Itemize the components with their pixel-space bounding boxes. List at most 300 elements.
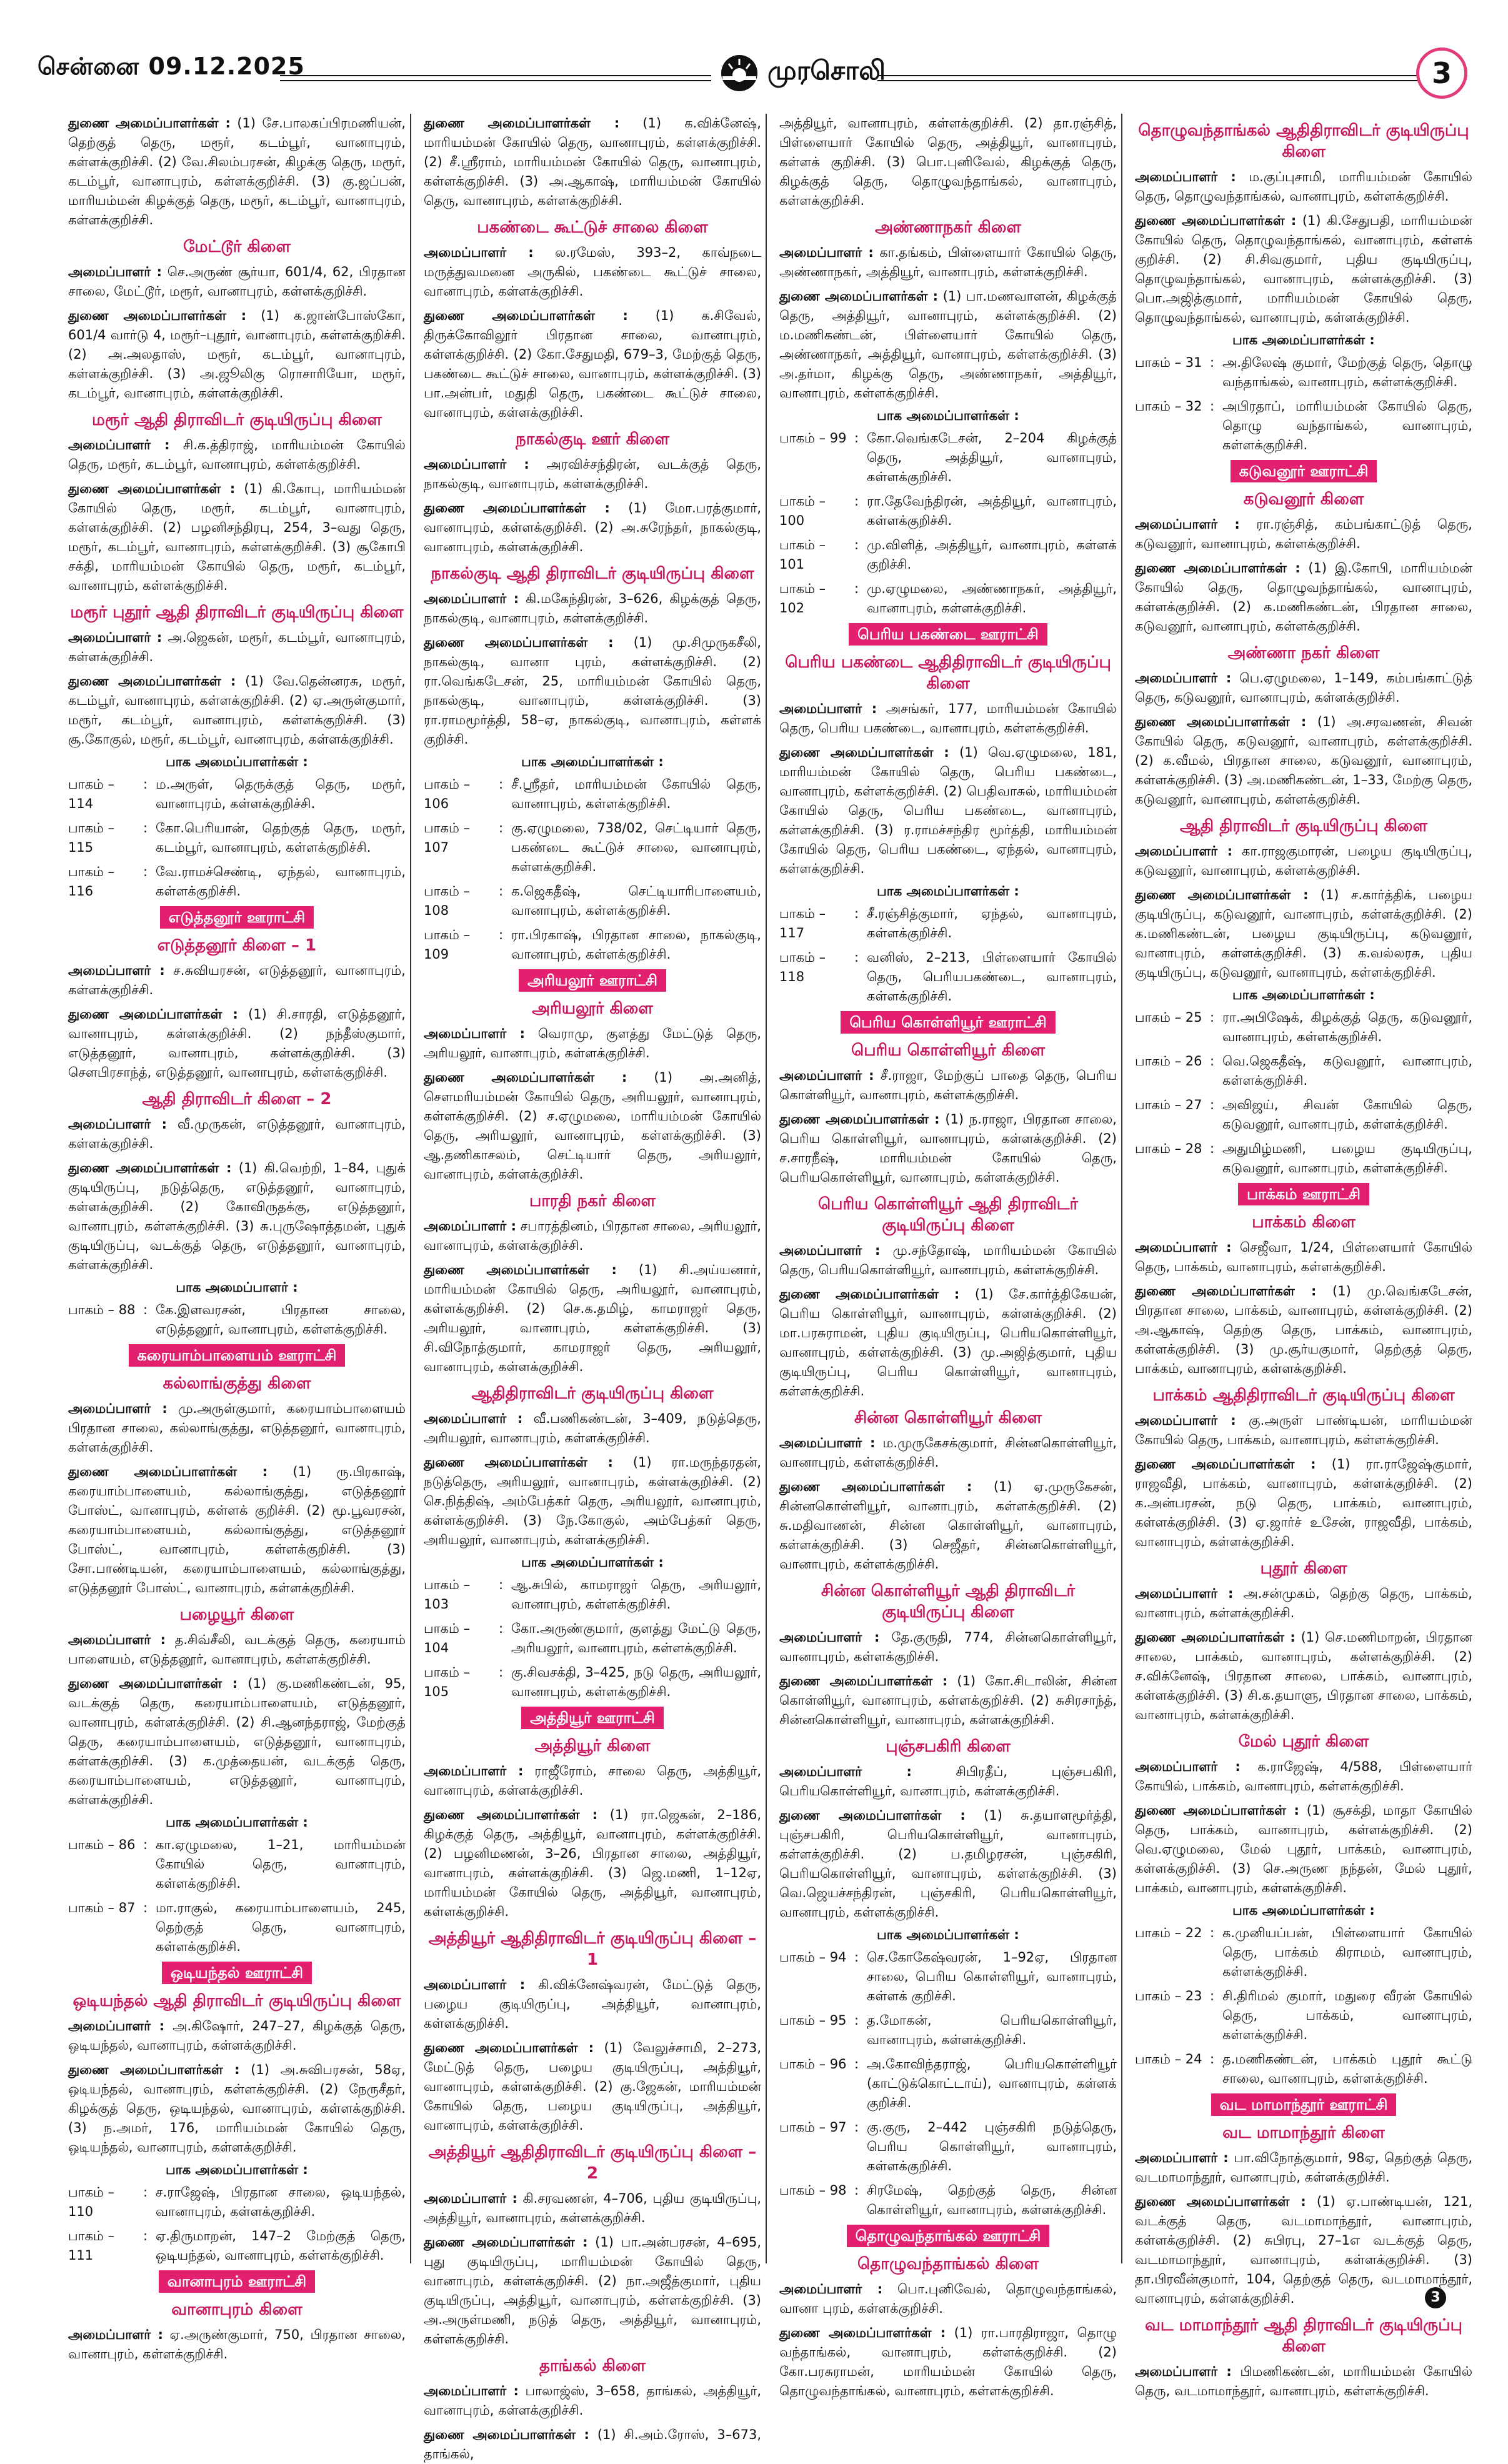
branch-heading: ஆதி திராவிடர் குடியிருப்பு கிளை (1179, 817, 1427, 835)
organiser-details: பிமணிகண்டன், மாரியம்மன் கோயில் தெரு, வடமாமாந்தூர், வானாபுரம், கள்ளக்குறிச்சி. (1135, 2364, 1472, 2398)
organiser-entry (424, 499, 761, 557)
role-label: துணை அமைப்பாளர்கள் : (779, 289, 939, 304)
ward-organisers-heading: பாக அமைப்பாளர்கள் : (166, 1815, 308, 1830)
ward-entry (779, 492, 1117, 531)
panchayat-heading: வானாபுரம் ஊராட்சி (159, 2270, 315, 2293)
organiser-details: கி.சரவணன், 4–706, புதிய குடியிருப்பு, அத்தியூர், வானாபுரம், கள்ளக்குறிச்சி. (424, 2191, 761, 2225)
organiser-details: செ.அருண் சூர்யா, 601/4, 62, பிரதான சாலை, மேட்டூர், மரூர், வானாபுரம், கள்ளக்குறிச்சி. (68, 264, 406, 299)
organiser-details: செஜீவா, 1/24, பிள்ளையார் கோயில் தெரு, பாக்கம், வானாபுரம், கள்ளக்குறிச்சி. (1135, 1240, 1472, 1274)
ward-number: பாகம் – 22 (1135, 1925, 1202, 1940)
role-label: துணை அமைப்பாளர்கள் : (1135, 2194, 1306, 2209)
ward-entry (779, 536, 1117, 574)
organiser-details: க.ராஜேஷ், 4/588, பிள்ளையார் கோயில், பாக்கம், வானாபுரம், கள்ளக்குறிச்சி. (1135, 1759, 1472, 1793)
ward-organiser: ஆ.சுபில், காமராஜர் தெரு, அரியலூர், வானாபுரம், கள்ளக்குறிச்சி. (511, 1577, 761, 1612)
organiser-details: பாலாஜ்ஸ், 3–658, தாங்கல், அத்தியூர், வானாபுரம், கள்ளக்குறிச்சி. (424, 2383, 761, 2418)
organiser-details: மு.அருள்குமார், கரையாம்பாளையம் பிரதான சாலை, கல்லாங்குத்து, எடுத்தனூர், வானாபுரம், கள்ளக்குறிச்சி. (68, 1401, 406, 1455)
panchayat-heading: எடுத்தனூர் ஊராட்சி (160, 906, 314, 929)
role-label: அமைப்பாளர் : (1135, 844, 1233, 859)
organiser-entry (424, 2382, 761, 2420)
role-label: துணை அமைப்பாளர்கள் : (1135, 714, 1307, 729)
organiser-details: தே.குருதி, 774, சின்னகொள்ளியூர், வானாபுரம், கள்ளக்குறிச்சி. (779, 1630, 1117, 1664)
organiser-details: அசங்கர், 177, மாரியம்மன் கோயில் தெரு, பெரிய பகண்டை, வானாபுரம், கள்ளக்குறிச்சி. (779, 701, 1117, 736)
ward-entry (68, 2183, 406, 2222)
organiser-entry (779, 1806, 1117, 1922)
organiser-details: கு.அருள் பாண்டியன், மாரியம்மன் கோயில் தெரு, பாக்கம், வானாபுரம், கள்ளக்குறிச்சி. (1135, 1413, 1472, 1447)
ward-organiser: அ.கோவிந்தராஜ், பெரியகொள்ளியூர் (காட்டுக்கொட்டாய்), வானாபுரம், கள்ளக் குறிச்சி. (867, 2057, 1117, 2110)
organiser-details: ச.சுவியரசன், எடுத்தனூர், வானாபுரம், கள்ளக்குறிச்சி. (68, 963, 406, 997)
ward-number: பாகம் – 87 (68, 1900, 136, 1915)
role-label: துணை அமைப்பாளர்கள் : (1135, 1284, 1317, 1299)
role-label: அமைப்பாளர் : (1135, 1240, 1232, 1255)
panchayat-heading: கடுவனூர் ஊராட்சி (1231, 460, 1377, 482)
organiser-entry (424, 243, 761, 301)
organiser-details: (1) மோ.பரத்குமார், வானாபுரம், கள்ளக்குறிச்சி. (2) அ.சுரேந்தர், நாகல்குடி, வானாபுரம், கள்ளக்குறிச்சி. (424, 501, 761, 554)
ward-colon: : (499, 927, 504, 942)
organiser-entry (68, 672, 406, 749)
ward-organisers-heading: பாக அமைப்பாளர்கள் : (1232, 1903, 1375, 1918)
organiser-entry (779, 1762, 1117, 1801)
role-label: துணை அமைப்பாளர்கள் : (1135, 213, 1297, 228)
panchayat-heading: பெரிய கொள்ளியூர் ஊராட்சி (841, 1011, 1055, 1034)
organiser-entry (779, 243, 1117, 282)
role-label: துணை அமைப்பாளர்கள் : (1135, 561, 1301, 576)
ward-number: பாகம் – 115 (68, 821, 115, 855)
branch-heading: மேட்டூர் கிளை (183, 237, 291, 256)
organiser-entry (68, 306, 406, 403)
role-label: அமைப்பாளர் : (68, 264, 162, 279)
organiser-entry (1135, 712, 1472, 809)
ward-number: பாகம் – 26 (1135, 1054, 1202, 1069)
role-label: துணை அமைப்பாளர்கள் : (1135, 1630, 1296, 1645)
organiser-entry (779, 1285, 1117, 1401)
organiser-details: (1) பா.மணவாளன், கிழக்குத் தெரு, அத்தியூர், வானாபுரம், கள்ளக்குறிச்சி. (2) ம.மணிகண்டன், பிள்ளையார் கோயில் தெரு, அண்ணாநகர், அத்தியூர், வானாபுரம், கள்ளக்குறிச்சி. (3) அ.தர்மா, கிழக்கு தெரு, அண்ணாநகர், அத்தியூர், வானாபுரம், கள்ளக்குறிச்சி. (779, 289, 1117, 401)
organiser-details: (1) பா.அன்பரசன், 4–695, புது குடியிருப்பு, மாரியம்மன் கோயில் தெரு, வானாபுரம், கள்ளக்குறிச்சி. (2) நா.அஜீத்குமார், புதிய குடியிருப்பு, அத்தியூர், வானாபுரம், கள்ளக்குறிச்சி. (3) அ.அருள்மணி, நடுத் தெரு, அத்தியூர், வானாபுரம், கள்ளக்குறிச்சி. (424, 2235, 761, 2347)
ward-colon: : (1210, 2052, 1215, 2067)
role-label: துணை அமைப்பாளர்கள் : (68, 116, 231, 131)
branch-heading: அத்தியூர் ஆதிதிராவிடர் குடியிருப்பு கிளை – 2 (428, 2143, 757, 2183)
organiser-details: கா.தங்கம், பிள்ளையார் கோயில் தெரு, அண்ணாநகர், அத்தியூர், வானாபுரம், கள்ளக்குறிச்சி. (779, 245, 1117, 279)
role-label: துணை அமைப்பாளர்கள் : (779, 1287, 960, 1302)
ward-number: பாகம் – 95 (779, 2013, 847, 2028)
branch-heading: பகண்டை கூட்டுச் சாலை கிளை (477, 218, 708, 237)
organiser-entry (779, 1241, 1117, 1280)
role-label: அமைப்பாளர் : (68, 437, 170, 452)
organiser-details: மு.சந்தோஷ், மாரியம்மன் கோயில் தெரு, பெரியகொள்ளியூர், வானாபுரம், கள்ளக்குறிச்சி. (779, 1243, 1117, 1277)
role-label: துணை அமைப்பாளர்கள் : (1135, 887, 1309, 902)
organiser-details: சபாரத்தினம், பிரதான சாலை, அரியலூர், வானாபுரம், கள்ளக்குறிச்சி. (424, 1219, 761, 1253)
organiser-entry (68, 1005, 406, 1082)
organiser-details: ஏ.அருண்குமார், 750, பிரதான சாலை, வானாபுரம், கள்ளக்குறிச்சி. (68, 2327, 406, 2362)
ward-entry (424, 1575, 761, 1614)
ward-entry (1135, 1139, 1472, 1178)
ward-entry (779, 2055, 1117, 2113)
ward-entry (779, 2118, 1117, 2176)
ward-organiser: வனிஸ், 2–213, பிள்ளையார் கோயில் தெரு, பெரியபகண்டை, வானாபுரம், கள்ளக்குறிச்சி. (867, 950, 1117, 1004)
ward-organiser: த.மணிகண்டன், பாக்கம் புதூர் கூட்டு சாலை, வானாபுரம், கள்ளக்குறிச்சி. (1222, 2052, 1472, 2086)
role-label: துணை அமைப்பாளர்கள் : (424, 308, 628, 323)
role-label: அமைப்பாளர் : (68, 1632, 166, 1647)
branch-heading: தொழுவந்தாங்கல் கிளை (857, 2255, 1039, 2273)
ward-number: பாகம் – 104 (424, 1621, 471, 1655)
ward-entry (1135, 1987, 1472, 2045)
organiser-details: அரவிச்சந்திரன், வடக்குத் தெரு, நாகல்குடி, வானாபுரம், கள்ளக்குறிச்சி. (424, 457, 761, 491)
panchayat-heading: தொழுவந்தாங்கல் ஊராட்சி (847, 2225, 1050, 2247)
ward-number: பாகம் – 110 (68, 2185, 115, 2219)
role-label: அமைப்பாளர் : (424, 457, 529, 472)
role-label: அமைப்பாளர் : (779, 701, 877, 716)
role-label: அமைப்பாளர் : (68, 963, 165, 978)
ward-organisers-heading: பாக அமைப்பாளர்கள் : (521, 754, 664, 769)
ward-colon: : (1210, 1054, 1215, 1069)
organiser-entry (779, 287, 1117, 403)
organiser-details: அ.கிஷோர், 247–27, கிழக்குத் தெரு, ஒடியந்தல், வானாபுரம், கள்ளக்குறிச்சி. (68, 2018, 406, 2053)
role-label: துணை அமைப்பாளர்கள் : (68, 1676, 238, 1691)
ward-number: பாகம் – 108 (424, 884, 471, 918)
organiser-details: அ.சன்முகம், தெற்கு தெரு, பாக்கம், வானாபுரம், கள்ளக்குறிச்சி. (1135, 1586, 1472, 1620)
ward-organiser: சீ.ரஞ்சித்குமார், ஏந்தல், வானாபுரம், கள்ளக்குறிச்சி. (867, 906, 1117, 940)
organiser-entry (424, 1260, 761, 1377)
branch-heading: புஞ்சபகிரி கிளை (886, 1737, 1011, 1756)
organiser-details: கி.விக்னேஷ்வரன், மேட்டுத் தெரு, பழைய குடியிருப்பு, அத்தியூர், வானாபுரம், கள்ளக்குறிச்சி. (424, 1977, 761, 2031)
organiser-entry (779, 114, 1117, 211)
organiser-details: (1) ரா.ராஜேஷ்குமார், ராஜவீதி, பாக்கம், வானாபுரம், கள்ளக்குறிச்சி. (2) க.அன்பரசன், நடு தெரு, பாக்கம், வானாபுரம், கள்ளக்குறிச்சி. (3) ஏ.ஜார்ச் உசேன், ராஜவீதி, பாக்கம், வானாபுரம், கள்ளக்குறிச்சி. (1135, 1457, 1472, 1549)
organiser-entry (1135, 559, 1472, 636)
ward-entry (68, 1300, 406, 1339)
organiser-details: (1) ரு.பிரகாஷ், கரையாம்பாளையம், கல்லாங்குத்து, எடுத்தனூர் போஸ்ட், வானாபுரம், கள்ளக் குறிச்சி. (2) மூ.பூவரசன், கரையாம்பாளையம், கல்லாங்குத்து, எடுத்தனூர் போஸ்ட், வானாபுரம், கள்ளக்குறிச்சி. (3) சோ.பாண்டியன், கரையாம்பாளையம், கல்லாங்குத்து, எடுத்தனூர் போஸ்ட், வானாபுரம், கள்ளக்குறிச்சி. (68, 1464, 406, 1595)
role-label: அமைப்பாளர் : (1135, 1759, 1241, 1774)
ward-organiser: மா.ராகுல், கரையாம்பாளையம், 245, தெற்குத் தெரு, வானாபுரம், கள்ளக்குறிச்சி. (156, 1900, 406, 1954)
branch-heading: கடுவனூர் கிளை (1243, 490, 1364, 509)
ward-entry (424, 1619, 761, 1658)
branch-heading: ஆதிதிராவிடர் குடியிருப்பு கிளை (471, 1384, 714, 1403)
ward-number: பாகம் – 99 (779, 431, 847, 446)
organiser-details: ராஜீரோம், சாலை தெரு, அத்தியூர், வானாபுரம், கள்ளக்குறிச்சி. (424, 1763, 761, 1798)
ward-number: பாகம் – 88 (68, 1302, 136, 1317)
organiser-entry (68, 262, 406, 301)
organiser-entry (1135, 515, 1472, 554)
ward-entry (68, 1898, 406, 1957)
role-label: துணை அமைப்பாளர்கள் : (1135, 1457, 1316, 1472)
branch-heading: புதூர் கிளை (1260, 1559, 1347, 1578)
role-label: அமைப்பாளர் : (779, 1243, 881, 1258)
ward-number: பாகம் – 118 (779, 950, 826, 984)
role-label: துணை அமைப்பாளர்கள் : (68, 2062, 240, 2077)
ward-organiser: வெ.ஜெகதீஷ், கடுவனூர், வானாபுரம், கள்ளக்குறிச்சி. (1222, 1054, 1472, 1088)
ward-number: பாகம் – 100 (779, 494, 826, 528)
ward-number: பாகம் – 106 (424, 777, 471, 811)
organiser-entry (68, 1159, 406, 1275)
organiser-details: (1) சூசக்தி, மாதா கோயில் தெரு, பாக்கம், வானாபுரம், கள்ளக்குறிச்சி. (2) வெ.ஏழுமலை, மேல் புதூர், பாக்கம், வானாபுரம், கள்ளக்குறிச்சி. (3) செ.அருண நந்தன், மேல் புதூர், பாக்கம், வானாபுரம், கள்ளக்குறிச்சி. (1135, 1803, 1472, 1895)
role-label: அமைப்பாளர் : (424, 1219, 516, 1234)
ward-organiser: மு.ஏழுமலை, அண்ணாநகர், அத்தியூர், வானாபுரம், கள்ளக்குறிச்சி. (867, 581, 1117, 616)
ward-colon: : (499, 884, 504, 899)
ward-entry (1135, 1008, 1472, 1047)
ward-colon: : (499, 1621, 504, 1636)
organiser-entry (68, 479, 406, 596)
organiser-details: (1) சி.சாரதி, எடுத்தனூர், வானாபுரம், கள்ளக்குறிச்சி. (2) நந்தீஸ்குமார், எடுத்தனூர், வானாபுரம், கள்ளக்குறிச்சி. (3) செளபிரசாந்த், எடுத்தனூர், வானாபுரம், கள்ளக்குறிச்சி. (68, 1007, 406, 1080)
role-label: அமைப்பாளர் : (68, 1117, 167, 1132)
organiser-entry (1135, 2362, 1472, 2401)
ward-entry (424, 1663, 761, 1702)
organiser-details: (1) வே.தென்னரசு, மரூர், கடம்பூர், வானாபுரம், கள்ளக்குறிச்சி. (2) ஏ.அருள்குமார், மரூர், கடம்பூர், வானாபுரம், கள்ளக்குறிச்சி. (3) சூ.கோகுல், மரூர், கடம்பூர், வானாபுரம், கள்ளக்குறிச்சி. (68, 674, 406, 747)
role-label: துணை அமைப்பாளர்கள் : (424, 2040, 594, 2055)
panchayat-heading: வட மாமாந்தூர் ஊராட்சி (1211, 2093, 1397, 2116)
organiser-entry (1135, 1282, 1472, 1379)
organiser-entry (779, 1066, 1117, 1105)
ward-organisers-heading: பாக அமைப்பாளர்கள் : (877, 884, 1019, 899)
ward-colon: : (143, 777, 148, 792)
ward-colon: : (143, 1302, 148, 1317)
role-label: அமைப்பாளர் : (424, 2191, 517, 2206)
ward-colon: : (1210, 355, 1215, 370)
branch-heading: அண்ணா நகர் கிளை (1227, 644, 1380, 662)
ward-colon: : (854, 537, 859, 552)
ward-organiser: அ.திலேஷ் குமார், மேற்குத் தெரு, தொழு வந்தாங்கல், வானாபுரம், கள்ளக்குறிச்சி. (1222, 355, 1472, 389)
role-label: அமைப்பாளர் : (1135, 671, 1232, 686)
role-label: துணை அமைப்பாளர்கள் : (779, 1673, 948, 1688)
role-label: துணை அமைப்பாளர்கள் : (779, 745, 949, 760)
branch-heading: அரியலூர் கிளை (532, 999, 653, 1018)
organiser-entry (1135, 167, 1472, 206)
organiser-entry (424, 1453, 761, 1550)
organiser-entry (68, 1115, 406, 1154)
organiser-details: (1) அ.சுவிபரசன், 58ஏ, ஒடியந்தல், வானாபுரம், கள்ளக்குறிச்சி. (2) நேருசீதர், கிழக்குத் தெரு, ஒடியந்தல், வானாபுரம், கள்ளக்குறிச்சி. (3) ந.அமர், 176, மாரியம்மன் கோயில் தெரு, ஒடியந்தல், வானாபுரம், கள்ளக்குறிச்சி. (68, 2062, 406, 2155)
ward-colon: : (1210, 399, 1215, 414)
branch-heading: கல்லாங்குத்து கிளை (162, 1374, 311, 1393)
organiser-details: த.சிவ்சீலி, வடக்குத் தெரு, கரையாம் பாளையம், எடுத்தனூர், வானாபுரம், கள்ளக்குறிச்சி. (68, 1632, 406, 1667)
ward-number: பாகம் – 31 (1135, 355, 1202, 370)
branch-heading: பெரிய கொள்ளியூர் கிளை (851, 1041, 1046, 1060)
footer-page-number: 3 (1425, 2287, 1446, 2308)
role-label: அமைப்பாளர் : (424, 1411, 523, 1426)
ward-organiser: க.முனியப்பன், பிள்ளையார் கோயில் தெரு, பாக்கம் கிராமம், வானாபுரம், கள்ளக்குறிச்சி. (1222, 1925, 1472, 1979)
branch-heading: பாரதி நகர் கிளை (529, 1192, 656, 1210)
branch-heading: அத்தியூர் ஆதிதிராவிடர் குடியிருப்பு கிளை – 1 (428, 1929, 757, 1969)
organiser-details: (1) சு.தயாளமூர்த்தி, புஞ்சபகிரி, பெரியகொள்ளியூர், வானாபுரம், கள்ளக்குறிச்சி. (2) ப.தமிழரசன், புஞ்சகிரி, பெரியகொள்ளியூர், வானாபுரம், கள்ளக்குறிச்சி. (3) வெ.ஜெயச்சந்திரன், புஞ்சகிரி, பெரியகொள்ளியூர், வானாபுரம், கள்ளக்குறிச்சி. (779, 1808, 1117, 1920)
ward-organiser: ரா.அபிஷேக், கிழக்குத் தெரு, கடுவனூர், வானாபுரம், கள்ளக்குறிச்சி. (1222, 1010, 1472, 1044)
panchayat-heading: கரையாம்பாளையம் ஊராட்சி (129, 1344, 346, 1367)
organiser-details: (1) ஏ.பாண்டியன், 121, வடக்குத் தெரு, வடமாமாந்தூர், வானாபுரம், கள்ளக்குறிச்சி. (2) சுபிரபு, 27–1எ வடக்குத் தெரு, வடமாமாந்தூர், வானாபுரம், கள்ளக்குறிச்சி. (3) தா.பிரவீன்குமார், 104, தெற்குத் தெரு, வடமாமாந்தூர், வானாபுரம், கள்ளக்குறிச்சி. (1135, 2194, 1472, 2306)
ward-organiser: ரா.தேவேந்திரன், அத்தியூர், வானாபுரம், கள்ளக்குறிச்சி. (867, 494, 1117, 528)
ward-colon: : (499, 1577, 504, 1592)
branch-heading: பாக்கம் ஆதிதிராவிடர் குடியிருப்பு கிளை (1152, 1386, 1455, 1405)
role-label: அமைப்பாளர் : (68, 2327, 164, 2342)
organiser-details: அ.ஜெகன், மரூர், கடம்பூர், வானாபுரம், கள்ளக்குறிச்சி. (68, 630, 406, 664)
organiser-details: கி.மகேந்திரன், 3–626, கிழக்குத் தெரு, நாகல்குடி, வானாபுரம், கள்ளக்குறிச்சி. (424, 591, 761, 626)
role-label: துணை அமைப்பாளர்கள் : (779, 1808, 966, 1823)
organiser-entry (68, 628, 406, 667)
organiser-details: (1) ச.கார்த்திக், பழைய குடியிருப்பு, கடுவனூர், வானாபுரம், கள்ளக்குறிச்சி. (2) க.மணிகண்டன், பழைய குடியிருப்பு, கடுவனூர், வானாபுரம், கள்ளக்குறிச்சி. (3) க.வல்லரசு, புதிய குடியிருப்பு, கடுவனூர், வானாபுரம், கள்ளக்குறிச்சி. (1135, 887, 1472, 980)
organiser-details: பா.விநோத்குமார், 98ஏ, தெற்குத் தெரு, வடமாமாந்தூர், வானாபுரம், கள்ளக்குறிச்சி. (1135, 2150, 1473, 2185)
masthead-rule-left (280, 75, 711, 81)
organiser-details: (1) மு.சிமுருகசீலி, நாகல்குடி, வானா புரம், கள்ளக்குறிச்சி. (2) ரா.வெங்கடேசன், 25, மாரியம்மன் கோயில் தெரு, நாகல்குடி, வானாபுரம், கள்ளக்குறிச்சி. (3) ரா.ராமமூர்த்தி, 58–ஏ, நாகல்குடி, வானாபுரம், கள்ளக் குறிச்சி. (424, 635, 761, 747)
role-label: துணை அமைப்பாளர்கள் : (424, 1070, 627, 1085)
panchayat-heading: அரியலூர் ஊராட்சி (519, 969, 666, 992)
ward-number: பாகம் – 101 (779, 537, 826, 572)
branch-heading: ஆதி திராவிடர் கிளை – 2 (142, 1090, 332, 1109)
organiser-entry (1135, 1455, 1472, 1552)
organiser-entry (68, 961, 406, 1000)
organiser-details: ல.ரமேஸ், 393–2, காவ்நடை மருத்துவமனை அருகில், பகண்டை கூட்டுச் சாலை, வானாபுரம், கள்ளக்குறிச்சி. (424, 245, 761, 299)
organiser-entry (68, 2017, 406, 2055)
ward-colon: : (854, 906, 859, 921)
organiser-entry (779, 2323, 1117, 2401)
ward-number: பாகம் – 109 (424, 927, 471, 962)
role-label: துணை அமைப்பாளர்கள் : (424, 2235, 588, 2250)
organiser-entry (424, 589, 761, 628)
branch-heading: மேல் புதூர் கிளை (1238, 1732, 1369, 1751)
branch-heading: மரூர் ஆதி திராவிடர் குடியிருப்பு கிளை (92, 411, 382, 429)
branch-heading: சின்ன கொள்ளியூர் கிளை (854, 1409, 1042, 1427)
organiser-details: ம.குப்புசாமி, மாரியம்மன் கோயில் தெரு, தொழுவந்தாங்கல், வானாபுரம், கள்ளக்குறிச்சி. (1135, 169, 1472, 204)
role-label: துணை அமைப்பாளர்கள் : (68, 1007, 238, 1022)
organiser-details: பொ.புனிவேல், தொழுவந்தாங்கல், வானா புரம், கள்ளக்குறிச்சி. (779, 2282, 1117, 2316)
ward-number: பாகம் – 28 (1135, 1141, 1202, 1156)
organiser-entry (779, 1434, 1117, 1472)
ward-entry (1135, 1095, 1472, 1134)
panchayat-heading: ஒடியந்தல் ஊராட்சி (162, 1962, 312, 1984)
organiser-details: (1) க.சிவேல், திருக்கோவிலூர் பிரதான சாலை, வானாபுரம், கள்ளக்குறிச்சி. (2) கோ.சேதுமதி, 679–3, மேற்குத் தெரு, பகண்டை கூட்டுச் சாலை, வானாபுரம், கள்ளக்குறிச்சி. (3) பா.அன்பர், மதுதி தெரு, பகண்டை கூட்டுச் சாலை, வானாபுரம், கள்ளக்குறிச்சி. (424, 308, 761, 420)
ward-organiser: சீ.ஸ்ரீதர், மாரியம்மன் கோயில் தெரு, வானாபுரம், கள்ளக்குறிச்சி. (511, 777, 761, 811)
ward-number: பாகம் – 32 (1135, 399, 1202, 414)
ward-number: பாகம் – 98 (779, 2183, 847, 2198)
ward-colon: : (854, 494, 859, 509)
organiser-details: (1) கி.சேதுபதி, மாரியம்மன் கோயில் தெரு, தொழுவந்தாங்கல், வானாபுரம், கள்ளக் குறிச்சி. (2) சி.சிவகுமார், புதிய குடியிருப்பு, தொழுவந்தாங்கல், வானாபுரம், கள்ளக்குறிச்சி. (3) பொ.அஜித்குமார், மாரியம்மன் கோயில் தெரு, தொழுவந்தாங்கல், வானாபுரம், கள்ளக்குறிச்சி. (1135, 213, 1472, 325)
role-label: துணை அமைப்பாளர்கள் : (779, 2325, 946, 2340)
branch-heading: எடுத்தனூர் கிளை – 1 (157, 936, 317, 955)
role-label: அமைப்பாளர் : (779, 245, 874, 260)
organiser-entry (424, 2189, 761, 2228)
masthead (37, 49, 1475, 101)
role-label: துணை அமைப்பாளர்கள் : (424, 116, 620, 131)
ward-colon: : (499, 777, 504, 792)
role-label: துணை அமைப்பாளர்கள் : (68, 1160, 232, 1175)
organiser-entry (424, 1217, 761, 1255)
organiser-details: (1) வெ.ஏழுமலை, 181, மாரியம்மன் கோயில் தெரு, பெரிய பகண்டை, வானாபுரம், கள்ளக்குறிச்சி. (2) பெதிவாசுல், மாரியம்மன் கோயில் தெரு, பெரிய பகண்டை, வானாபுரம், கள்ளக்குறிச்சி. (3) ர.ராமச்சந்திர மூர்த்தி, மாரியம்மன் கோயில் தெரு, பெரிய பகண்டை, ஏந்தல், வானாபுரம், கள்ளக்குறிச்சி. (779, 745, 1117, 876)
ward-organiser: கு.சிவசக்தி, 3–425, நடு தெரு, அரியலூர், வானாபுரம், கள்ளக்குறிச்சி. (511, 1665, 761, 1699)
ward-number: பாகம் – 97 (779, 2120, 847, 2135)
ward-number: பாகம் – 103 (424, 1577, 471, 1612)
ward-number: பாகம் – 25 (1135, 1010, 1202, 1025)
ward-organiser: ரா.பிரகாஷ், பிரதான சாலை, நாகல்குடி, வானாபுரம், கள்ளக்குறிச்சி. (511, 927, 761, 962)
ward-number: பாகம் – 102 (779, 581, 826, 616)
ward-colon: : (1210, 1097, 1215, 1112)
ward-organiser: செ.கோகேஷ்வரன், 1–92ஏ, பிரதான சாலை, பெரிய கொள்ளியூர், வானாபுரம், கள்ளக் குறிச்சி. (867, 1950, 1117, 2003)
organiser-entry (424, 1805, 761, 1922)
ward-entry (1135, 397, 1472, 455)
organiser-details: (1) அ.அனித், சௌமரியம்மன் கோயில் தெரு, அரியலூர், வானாபுரம், கள்ளக்குறிச்சி. (2) ச.ஏழுமலை, மாரியம்மன் கோயில் தெரு, அரியலூர், வானாபுரம், கள்ளக்குறிச்சி. (3) ஆ.தணிகாசலம், செட்டியார் தெரு, அரியலூர், வானாபுரம், கள்ளக்குறிச்சி. (424, 1070, 761, 1182)
role-label: அமைப்பாளர் : (779, 1068, 874, 1083)
branch-heading: தொழுவந்தாங்கல் ஆதிதிராவிடர் குடியிருப்பு கிளை (1138, 121, 1469, 161)
role-label: துணை அமைப்பாளர்கள் : (779, 1479, 972, 1494)
ward-organisers-heading: பாக அமைப்பாளர்கள் : (166, 2162, 308, 2177)
ward-organiser: கே.இளவரசன், பிரதான சாலை, எடுத்தனூர், வானாபுரம், கள்ளக்குறிச்சி. (156, 1302, 406, 1337)
role-label: அமைப்பாளர் : (1135, 2364, 1232, 2379)
branch-heading: தாங்கல் கிளை (539, 2357, 646, 2375)
role-label: அமைப்பாளர் : (779, 1630, 880, 1645)
role-label: அமைப்பாளர் : (779, 2282, 883, 2297)
organiser-details: (1) க.விக்னேஷ், மாரியம்மன் கோயில் தெரு, வானாபுரம், கள்ளக்குறிச்சி. (2) சீ.ஸ்ரீராம், மாரியம்மன் கோயில் தெரு, வானாபுரம், கள்ளக்குறிச்சி. (3) அ.ஆகாஷ், மாரியம்மன் கோயில் தெரு, வானாபுரம், கள்ளக்குறிச்சி. (424, 116, 761, 208)
ward-colon: : (854, 950, 859, 965)
role-label: துணை அமைப்பாளர்கள் : (68, 481, 236, 496)
ward-entry (1135, 1923, 1472, 1982)
column-3 (771, 114, 1126, 2398)
organiser-details: (1) சி.அம்.ரோஸ், 3–673, தாங்கல், (424, 2427, 761, 2462)
organiser-entry (68, 436, 406, 474)
role-label: துணை அமைப்பாளர்கள் : (424, 2427, 589, 2442)
masthead-page-number: 3 (1416, 47, 1467, 99)
organiser-entry (1135, 669, 1472, 707)
organiser-details: (1) கோ.சிடாலின், சின்ன கொள்ளியூர், வானாபுரம், கள்ளக்குறிச்சி. (2) சுசிரசாந்த், சின்னகொள்ளியூர், வானாபுரம், கள்ளக்குறிச்சி. (779, 1673, 1117, 1727)
organiser-entry (779, 1672, 1117, 1730)
organiser-details: கா.ராஜகுமாரன், பழைய குடியிருப்பு, கடுவனூர், வானாபுரம், கள்ளக்குறிச்சி. (1135, 844, 1472, 878)
organiser-entry (424, 1975, 761, 2033)
organiser-entry (779, 699, 1117, 738)
branch-heading: பழையூர் கிளை (179, 1605, 294, 1624)
ward-organiser: வே.ராமச்செண்டி, ஏந்தல், வானாபுரம், கள்ளக்குறிச்சி. (156, 864, 406, 899)
ward-organiser: மு.விளித், அத்தியூர், வானாபுரம், கள்ளக் குறிச்சி. (867, 537, 1117, 572)
masthead-paper-name: முரசொலி (767, 55, 886, 86)
organiser-entry (68, 1462, 406, 1598)
branch-heading: வட மாமாந்தூர் கிளை (1222, 2123, 1385, 2142)
organiser-details: பெ.ஏழுமலை, 1–149, கம்பங்காட்டுத் தெரு, கடுவனூர், வானாபுரம், கள்ளக்குறிச்சி. (1135, 671, 1472, 705)
organiser-details: (1) ரா.ஜெகன், 2–186, கிழக்குத் தெரு, அத்தியூர், வானாபுரம், கள்ளக்குறிச்சி. (2) பழனிமணன், 3–26, பிரதான சாலை, அத்தியூர், வானாபுரம், கள்ளக்குறிச்சி. (3) ஜெ.மணி, 1–12ஏ, மாரியம்மன் கோயில் தெரு, அத்தியூர், வானாபுரம், கள்ளக்குறிச்சி. (424, 1807, 761, 1919)
branch-heading: ஒடியந்தல் ஆதி திராவிடர் குடியிருப்பு கிளை (72, 1992, 401, 2010)
organiser-details: (1) க.ஜான்போஸ்கோ, 601/4 வார்டு 4, மரூர்–புதூர், வானாபுரம், கள்ளக்குறிச்சி. (2) அ.அலதாஸ், மரூர், கடம்பூர், வானாபுரம், கள்ளக்குறிச்சி. (3) அ.ஜூலிகு ரொசாரியோ, மரூர், கடம்பூர், வானாபுரம், கள்ளக்குறிச்சி. (68, 308, 406, 401)
organiser-details: (1) மு.வெங்கடேசன், பிரதான சாலை, பாக்கம், வானாபுரம், கள்ளக்குறிச்சி. (2) அ.ஆகாஷ், தெற்கு தெரு, பாக்கம், வானாபுரம், கள்ளக்குறிச்சி. (3) மு.சூர்யகுமார், தெற்குத் தெரு, பாக்கம், வானாபுரம், கள்ளக்குறிச்சி. (1135, 1284, 1472, 1376)
ward-organiser: அபிரதாப், மாரியம்மன் கோயில் தெரு, தொழு வந்தாங்கல், வானாபுரம், கள்ளக்குறிச்சி. (1222, 399, 1472, 452)
organiser-details: (1) கி.வெற்றி, 1–84, புதுக் குடியிருப்பு, நடுத்தெரு, எடுத்தனூர், வானாபுரம், கள்ளக்குறிச்சி. (2) கோவிருதக்கு, எடுத்தனூர், வானாபுரம், கள்ளக்குறிச்சி. (3) சு.புருஷோத்தமன், புதுக் குடியிருப்பு, வடக்குத் தெரு, எடுத்தனூர், வானாபுரம், கள்ளக்குறிச்சி. (68, 1160, 406, 1272)
role-label: துணை அமைப்பாளர்கள் : (424, 635, 614, 650)
role-label: அமைப்பாளர் : (424, 1026, 526, 1041)
ward-organiser: ச.ராஜேஷ், பிரதான சாலை, ஒடியந்தல், வானாபுரம், கள்ளக்குறிச்சி. (156, 2185, 406, 2219)
ward-number: பாகம் – 27 (1135, 1097, 1202, 1112)
ward-organiser: கோ.அருண்குமார், குளத்து மேட்டு தெரு, அரியலூர், வானாபுரம், கள்ளக்குறிச்சி. (511, 1621, 761, 1655)
role-label: அமைப்பாளர் : (424, 591, 519, 606)
ward-entry (68, 775, 406, 814)
branch-heading: நாகல்குடி ஆதி திராவிடர் குடியிருப்பு கிளை (431, 564, 754, 583)
ward-colon: : (143, 2228, 148, 2243)
ward-entry (68, 2227, 406, 2265)
panchayat-heading: அத்தியூர் ஊராட்சி (521, 1707, 664, 1729)
column-2 (415, 114, 770, 2462)
masthead-date: சென்னை 09.12.2025 (37, 52, 305, 80)
ward-colon: : (1210, 1925, 1215, 1940)
ward-entry (779, 1948, 1117, 2006)
ward-colon: : (854, 2183, 859, 2198)
ward-number: பாகம் – 114 (68, 777, 115, 811)
organiser-details: (1) செ.மணிமாறன், பிரதான சாலை, பாக்கம், வானாபுரம், கள்ளக்குறிச்சி. (2) ச.விக்னேஷ், பிரதான சாலை, பாக்கம், வானாபுரம், கள்ளக்குறிச்சி. (3) சி.க.தயாளு, பிரதான சாலை, பாக்கம், வானாபுரம், கள்ளக்குறிச்சி. (1135, 1630, 1472, 1722)
ward-organisers-heading: பாக அமைப்பாளர்கள் : (1232, 332, 1375, 347)
ward-number: பாகம் – 107 (424, 821, 471, 855)
organiser-details: (1) சே.கார்த்திகேயன், பெரிய கொள்ளியூர், வானாபுரம், கள்ளக்குறிச்சி. (2) மா.பரசுராமன், புதிய குடியிருப்பு, பெரியகொள்ளியூர், வானாபுரம், கள்ளக்குறிச்சி. (3) மு.அஜித்குமார், புதிய குடியிருப்பு, பெரிய கொள்ளியூர், வானாபுரம், கள்ளக்குறிச்சி. (779, 1287, 1117, 1399)
organiser-details: (1) ஏ.முருகேசன், சின்னகொள்ளியூர், வானாபுரம், கள்ளக்குறிச்சி. (2) சு.மதிவாணன், சின்ன கொள்ளியூர், வானாபுரம், கள்ளக்குறிச்சி. (3) செஜீதர், சின்னகொள்ளியூர், வானாபுரம், கள்ளக்குறிச்சி. (779, 1479, 1117, 1572)
ward-organiser: கு.குரு, 2–442 புஞ்சகிரி நடுத்தெரு, பெரிய கொள்ளியூர், வானாபுரம், கள்ளக்குறிச்சி. (867, 2120, 1117, 2173)
organiser-entry (68, 1674, 406, 1810)
organiser-details: (1) ரா.பாரதிராஜா, தொழு வந்தாங்கல், வானாபுரம், கள்ளக்குறிச்சி. (2) கோ.பரசுராமன், மாரியம்மன் கோயில் தெரு, தொழுவந்தாங்கல், வானாபுரம், கள்ளக்குறிச்சி. (779, 2325, 1117, 2398)
organiser-details: (1) ரா.மருந்தரதன், நடுத்தெரு, அரியலூர், வானாபுரம், கள்ளக்குறிச்சி. (2) செ.நித்திஷ், அம்பேத்கர் தெரு, அரியலூர், வானாபுரம், கள்ளக்குறிச்சி. (3) நே.கோகுல், அம்பேத்கர் தெரு, அரியலூர், வானாபுரம், கள்ளக்குறிச்சி. (424, 1455, 761, 1547)
role-label: துணை அமைப்பாளர்கள் : (424, 1455, 613, 1470)
panchayat-heading: பாக்கம் ஊராட்சி (1238, 1183, 1369, 1205)
organiser-entry (1135, 1411, 1472, 1450)
organiser-entry (1135, 2192, 1472, 2308)
role-label: துணை அமைப்பாளர்கள் : (1135, 1803, 1299, 1818)
role-label: துணை அமைப்பாளர்கள் : (779, 1112, 940, 1127)
organiser-details: (1) கு.மணிகண்டன், 95, வடக்குத் தெரு, கரையாம்பாளையம், எடுத்தனூர், வானாபுரம், கள்ளக்குறிச்சி. (2) சி.ஆனந்தராஜ், மேற்குத் தெரு, கரையாம்பாளையம், எடுத்தனூர், வானாபுரம், கள்ளக்குறிச்சி. (3) க.முத்தையன், வடக்குத் தெரு, கரையாம்பாளையம், எடுத்தனூர், வானாபுரம், கள்ளக்குறிச்சி. (68, 1676, 406, 1807)
ward-entry (424, 925, 761, 964)
branch-heading: மரூர் புதூர் ஆதி திராவிடர் குடியிருப்பு கிளை (70, 603, 404, 622)
ward-organiser: க.ஜெகதீஷ், செட்டியாரிபாளையம், வானாபுரம், கள்ளக்குறிச்சி. (511, 884, 761, 918)
